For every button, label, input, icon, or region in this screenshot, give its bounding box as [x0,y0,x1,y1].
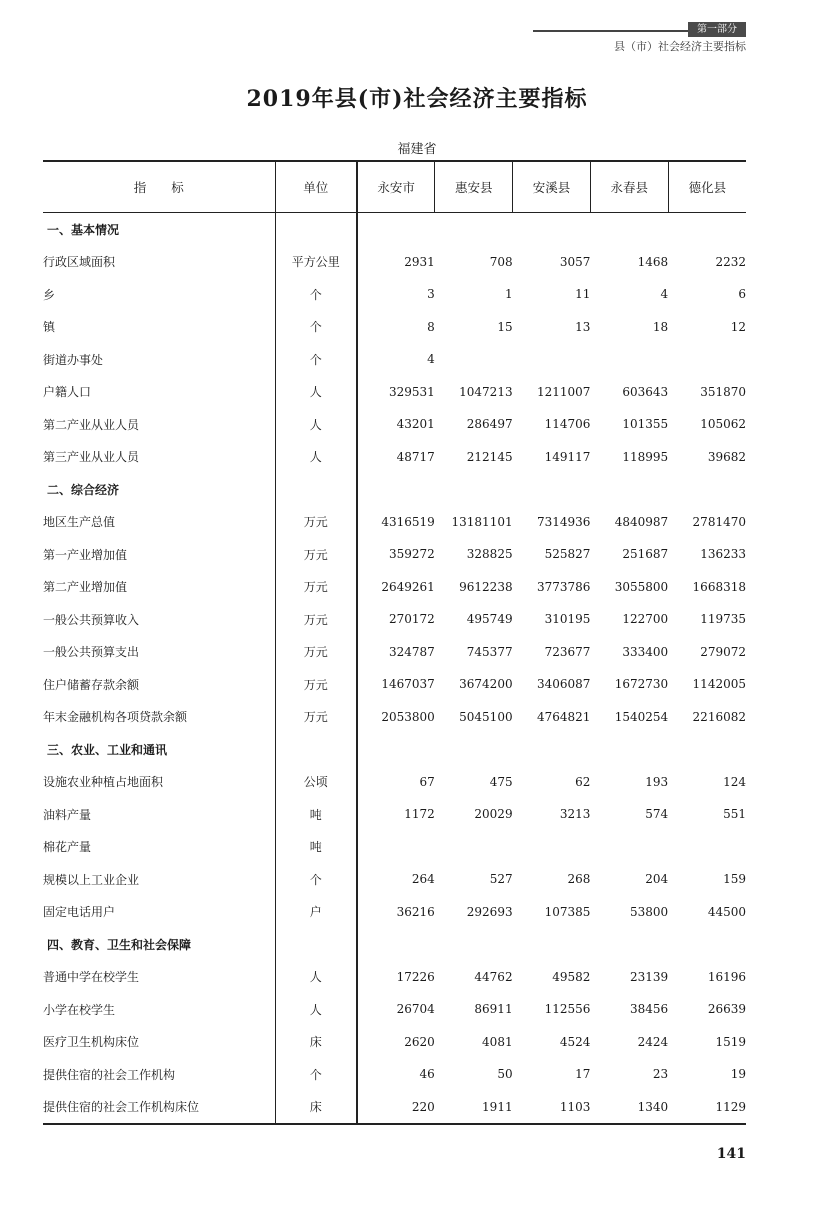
value-cell: 17226 [357,961,435,994]
unit-cell: 万元 [275,571,357,604]
indicator-label: 设施农业种植占地面积 [43,775,164,790]
value-cell: 1047213 [459,384,513,399]
category-row [43,473,746,506]
value-cell: 1672730 [614,677,669,692]
value-cell [357,733,435,766]
value-cell: 3 [357,278,435,311]
value-cell: 359272 [357,538,435,571]
value-cell: 2232 [715,254,746,269]
unit-cell [275,473,357,506]
value-cell: 23 [652,1067,669,1082]
category-label: 三、农业、工业和通讯 [47,742,168,757]
value-cell [590,733,668,766]
indicator-label: 第二产业增加值 [43,580,128,595]
value-cell: 4840987 [614,514,669,529]
value-cell: 62 [575,774,591,789]
county-header: 安溪县 [513,161,591,213]
value-cell [668,733,746,766]
unit-cell: 吨 [275,831,357,864]
table-row [43,668,746,701]
indicator-label: 年末金融机构各项贷款余额 [43,710,188,725]
value-cell [590,343,668,376]
section-subtitle: 县（市）社会经济主要指标 [614,40,746,53]
value-cell: 3773786 [536,579,591,594]
value-cell: 527 [489,872,513,887]
value-cell [590,928,668,961]
value-cell: 495749 [466,612,513,627]
value-cell: 43201 [357,408,435,441]
unit-cell: 万元 [275,538,357,571]
value-cell: 2620 [357,1026,435,1059]
indicator-label: 提供住宿的社会工作机构 [43,1067,176,1082]
value-cell: 3055800 [614,579,669,594]
category-label: 四、教育、卫生和社会保障 [47,937,192,952]
value-cell: 1172 [357,798,435,831]
value-cell: 268 [567,872,591,887]
indicator-label: 住户储蓄存款余额 [43,677,140,692]
table-row [43,1091,746,1125]
value-cell: 23139 [630,969,669,984]
value-cell: 48717 [357,441,435,474]
value-cell [590,473,668,506]
value-cell: 50 [497,1067,513,1082]
value-cell: 159 [723,872,746,887]
table-row [43,538,746,571]
unit-cell: 吨 [275,798,357,831]
table-row [43,506,746,539]
value-cell: 1540254 [614,709,669,724]
value-cell [513,928,591,961]
indicator-label: 街道办事处 [43,352,104,367]
value-cell: 36216 [357,896,435,929]
value-cell: 13181101 [451,514,513,529]
page-number: 141 [716,1146,746,1162]
indicator-label: 普通中学在校学生 [43,970,140,985]
value-cell: 310195 [544,612,591,627]
value-cell: 101355 [622,417,669,432]
indicator-label: 乡 [43,287,56,302]
unit-cell: 个 [275,863,357,896]
value-cell [513,473,591,506]
value-cell: 20029 [474,807,513,822]
unit-cell: 万元 [275,603,357,636]
table-row [43,603,746,636]
value-cell: 292693 [466,904,513,919]
value-cell: 708 [489,254,513,269]
value-cell: 15 [497,319,513,334]
value-cell: 1142005 [692,677,746,692]
page-title: 2019年县(市)社会经济主要指标 [246,86,588,112]
value-cell [513,343,591,376]
value-cell [357,831,435,864]
value-cell: 13 [575,319,591,334]
value-cell: 745377 [466,644,513,659]
table-row [43,343,746,376]
indicator-label: 提供住宿的社会工作机构床位 [43,1091,275,1125]
indicator-label: 规模以上工业企业 [43,872,140,887]
value-cell: 44762 [474,969,513,984]
table-row [43,571,746,604]
value-cell: 1467037 [357,668,435,701]
indicator-label: 油料产量 [43,807,92,822]
value-cell: 204 [645,872,669,887]
value-cell [435,473,513,506]
value-cell: 149117 [544,449,591,464]
unit-cell: 人 [275,376,357,409]
value-cell: 7314936 [536,514,591,529]
unit-cell: 个 [275,311,357,344]
value-cell: 136233 [700,547,746,562]
unit-cell: 平方公里 [275,246,357,279]
value-cell [435,343,513,376]
indicator-label: 棉花产量 [43,840,92,855]
value-cell: 38456 [630,1002,669,1017]
value-cell: 1340 [590,1091,668,1125]
value-cell: 114706 [544,417,591,432]
value-cell: 112556 [544,1002,591,1017]
value-cell: 4316519 [357,506,435,539]
value-cell [513,213,591,246]
value-cell: 1668318 [692,579,746,594]
value-cell: 1 [504,287,513,302]
value-cell: 2649261 [357,571,435,604]
indicator-table [43,160,746,1125]
value-cell: 105062 [700,417,746,432]
value-cell: 8 [357,311,435,344]
value-cell: 1468 [637,254,669,269]
value-cell [513,733,591,766]
value-cell: 723677 [544,644,591,659]
value-cell: 1129 [668,1091,746,1125]
value-cell: 1103 [513,1091,591,1125]
unit-cell [275,928,357,961]
value-cell: 475 [489,774,513,789]
indicator-label: 一般公共预算支出 [43,645,140,660]
county-header: 永安市 [357,161,435,213]
unit-cell: 人 [275,441,357,474]
value-cell: 333400 [622,644,669,659]
category-row [43,213,746,246]
value-cell: 286497 [466,417,513,432]
value-cell: 86911 [474,1002,513,1017]
unit-cell: 万元 [275,668,357,701]
table-row [43,863,746,896]
unit-cell: 万元 [275,701,357,734]
unit-cell: 公顷 [275,766,357,799]
value-cell: 212145 [466,449,513,464]
value-cell: 279072 [700,644,746,659]
value-cell [590,213,668,246]
unit-cell: 人 [275,961,357,994]
indicator-label: 地区生产总值 [43,515,116,530]
value-cell: 46 [357,1058,435,1091]
value-cell [513,831,591,864]
table-row [43,311,746,344]
unit-cell: 个 [275,278,357,311]
value-cell: 1211007 [536,384,591,399]
county-header: 惠安县 [435,161,513,213]
indicator-label: 一般公共预算收入 [43,612,140,627]
unit-cell: 万元 [275,506,357,539]
indicator-label: 第一产业增加值 [43,547,128,562]
value-cell [668,831,746,864]
unit-cell: 床 [275,1091,357,1125]
value-cell: 264 [357,863,435,896]
value-cell: 4524 [559,1034,591,1049]
category-row [43,928,746,961]
value-cell: 4 [660,287,669,302]
table-row [43,993,746,1026]
unit-cell: 人 [275,408,357,441]
value-cell: 3057 [559,254,591,269]
section-tag: 第一部分 [688,22,746,37]
table-row [43,798,746,831]
value-cell: 2216082 [692,709,746,724]
indicator-label: 小学在校学生 [43,1002,116,1017]
value-cell [435,831,513,864]
indicator-label: 行政区域面积 [43,255,116,270]
unit-cell [275,733,357,766]
value-cell: 270172 [357,603,435,636]
value-cell [357,473,435,506]
value-cell: 26639 [707,1002,746,1017]
unit-header: 单位 [275,161,357,213]
value-cell: 122700 [622,612,669,627]
value-cell [668,473,746,506]
value-cell: 193 [645,774,669,789]
county-header: 永春县 [590,161,668,213]
value-cell [357,213,435,246]
value-cell: 1519 [715,1034,746,1049]
table-row [43,766,746,799]
table-row [43,961,746,994]
county-header: 德化县 [668,161,746,213]
value-cell: 324787 [357,636,435,669]
value-cell: 3406087 [536,677,591,692]
indicator-label: 第三产业从业人员 [43,450,140,465]
value-cell: 251687 [622,547,669,562]
indicator-header: 指 标 [43,161,275,213]
table-row [43,831,746,864]
unit-cell: 床 [275,1026,357,1059]
table-row [43,701,746,734]
value-cell [357,928,435,961]
value-cell: 4764821 [536,709,591,724]
unit-cell [275,213,357,246]
value-cell: 44500 [707,904,746,919]
unit-cell: 个 [275,343,357,376]
value-cell: 220 [357,1091,435,1125]
unit-cell: 万元 [275,636,357,669]
value-cell: 3674200 [459,677,513,692]
value-cell [668,928,746,961]
indicator-label: 镇 [43,320,56,335]
unit-cell: 个 [275,1058,357,1091]
value-cell: 16196 [707,969,746,984]
category-label: 二、综合经济 [47,482,120,497]
value-cell: 603643 [622,384,669,399]
unit-cell: 人 [275,993,357,1026]
value-cell: 551 [723,807,746,822]
value-cell: 351870 [700,384,746,399]
value-cell: 328825 [466,547,513,562]
value-cell: 2931 [357,246,435,279]
value-cell: 107385 [544,904,591,919]
category-label: 一、基本情况 [47,222,120,237]
value-cell: 2781470 [692,514,746,529]
value-cell: 11 [575,287,591,302]
value-cell [435,928,513,961]
value-cell: 4081 [482,1034,513,1049]
value-cell: 525827 [544,547,591,562]
indicator-label: 医疗卫生机构床位 [43,1035,140,1050]
value-cell: 574 [645,807,669,822]
indicator-label: 户籍人口 [43,385,92,400]
value-cell: 4 [357,343,435,376]
province-label: 福建省 [397,142,437,157]
table-header-row [43,161,746,213]
value-cell: 19 [730,1067,746,1082]
value-cell: 26704 [357,993,435,1026]
table-row [43,636,746,669]
value-cell: 1911 [435,1091,513,1125]
value-cell [668,343,746,376]
value-cell: 124 [723,774,746,789]
table-row [43,278,746,311]
value-cell [590,831,668,864]
value-cell: 118995 [622,449,669,464]
value-cell: 53800 [630,904,669,919]
value-cell: 329531 [357,376,435,409]
indicator-label: 第二产业从业人员 [43,417,140,432]
table-row [43,376,746,409]
value-cell: 39682 [707,449,746,464]
table-row [43,1058,746,1091]
indicator-label: 固定电话用户 [43,905,116,920]
category-row [43,733,746,766]
value-cell: 119735 [700,612,746,627]
table-body [43,213,746,1125]
table-row [43,1026,746,1059]
table-row [43,408,746,441]
unit-cell: 户 [275,896,357,929]
value-cell: 2053800 [357,701,435,734]
table-row [43,896,746,929]
table-row [43,246,746,279]
value-cell: 5045100 [459,709,513,724]
value-cell: 3213 [559,807,591,822]
value-cell: 12 [730,319,746,334]
table-row [43,441,746,474]
value-cell: 2424 [637,1034,669,1049]
value-cell: 18 [652,319,669,334]
value-cell [668,213,746,246]
value-cell: 67 [357,766,435,799]
value-cell: 9612238 [459,579,513,594]
value-cell: 6 [738,287,746,302]
value-cell [435,213,513,246]
value-cell: 17 [575,1067,591,1082]
value-cell [435,733,513,766]
value-cell: 49582 [552,969,591,984]
